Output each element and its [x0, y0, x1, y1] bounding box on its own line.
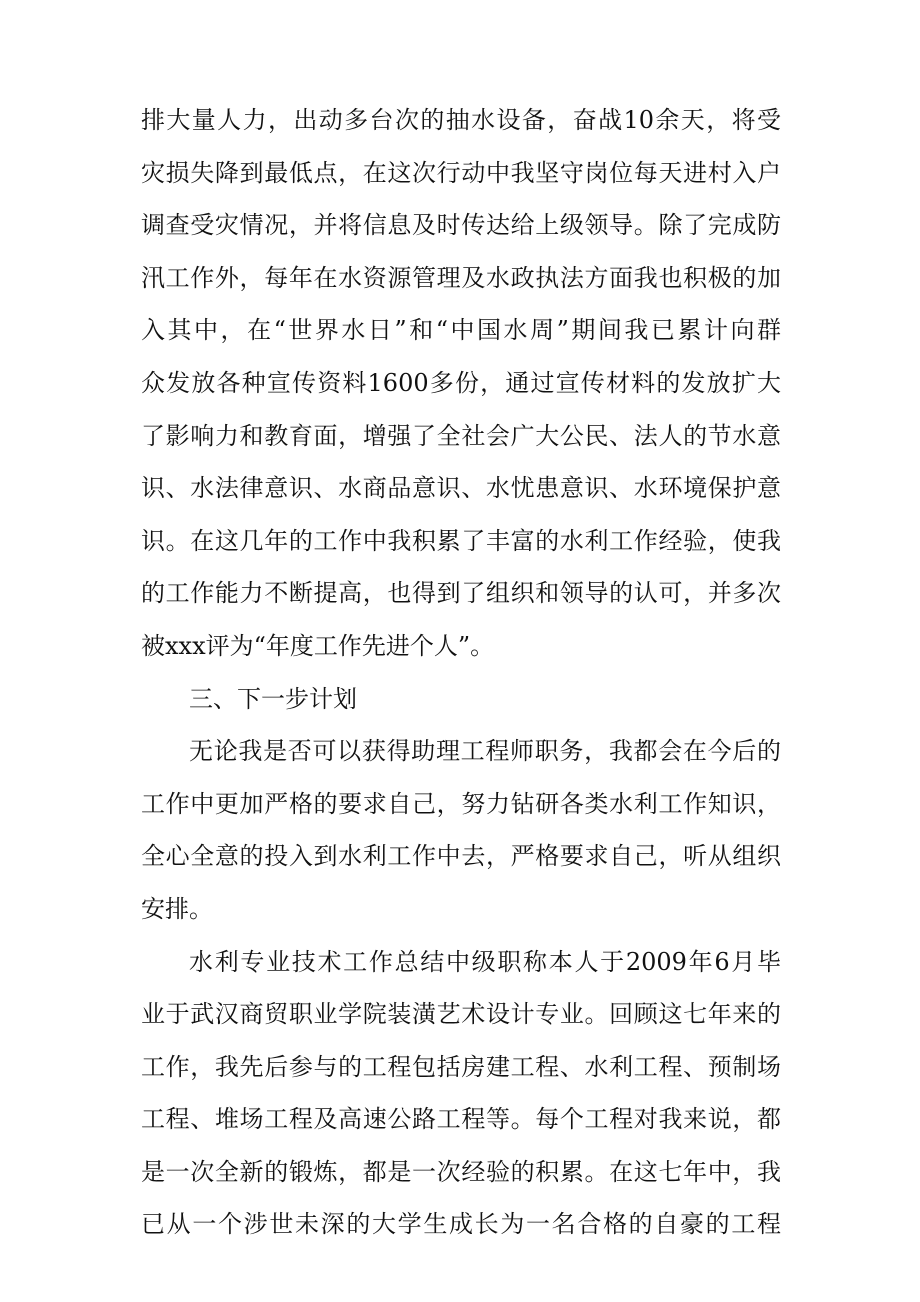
text-line: 入其中，在“世界水日”和“中国水周”期间我已累计向群 — [141, 316, 781, 345]
text-line: 了影响力和教育面，增强了全社会广大公民、法人的节水意 — [141, 421, 781, 450]
text-line: 全心全意的投入到水利工作中去，严格要求自己，听从组织 — [141, 842, 781, 871]
text-line: 工程、堆场工程及高速公路工程等。每个工程对我来说，都 — [141, 1105, 781, 1134]
paragraph-next-plan — [141, 731, 781, 941]
text-line: 排大量人力，出动多台次的抽水设备，奋战10余天，将受 — [141, 106, 781, 134]
text-line: 识、水法律意识、水商品意识、水忧患意识、水环境保护意 — [141, 474, 781, 503]
text-line: 汛工作外，每年在水资源管理及水政执法方面我也积极的加 — [141, 263, 781, 292]
paragraph-flood-work — [141, 100, 781, 679]
text-line: 灾损失降到最低点，在这次行动中我坚守岗位每天进村入户 — [141, 158, 781, 187]
text-line: 的工作能力不断提高，也得到了组织和领导的认可，并多次 — [141, 579, 781, 608]
section-heading-next-plan — [141, 679, 781, 732]
text-line: 是一次全新的锻炼，都是一次经验的积累。在这七年中，我 — [141, 1157, 781, 1186]
text-line: 调查受灾情况，并将信息及时传达给上级领导。除了完成防 — [141, 211, 781, 240]
text-line: 工作，我先后参与的工程包括房建工程、水利工程、预制场 — [141, 1052, 781, 1081]
section-heading-text: 三、下一步计划 — [189, 684, 357, 713]
text-line: 安排。 — [141, 894, 213, 923]
text-line: 无论我是否可以获得助理工程师职务，我都会在今后的 — [189, 737, 781, 766]
text-line: 业于武汉商贸职业学院装潢艺术设计专业。回顾这七年来的 — [141, 1000, 781, 1029]
paragraph-summary — [141, 942, 781, 1258]
text-line: 被xxx评为“年度工作先进个人”。 — [141, 631, 495, 660]
text-line: 工作中更加严格的要求自己，努力钻研各类水利工作知识， — [141, 789, 781, 818]
document-body — [141, 100, 781, 1257]
text-line: 众发放各种宣传资料1600多份，通过宣传材料的发放扩大 — [141, 368, 781, 397]
text-line: 已从一个涉世未深的大学生成长为一名合格的自豪的工程 — [141, 1210, 781, 1239]
text-line: 水利专业技术工作总结中级职称本人于2009年6月毕 — [189, 947, 781, 976]
text-line: 识。在这几年的工作中我积累了丰富的水利工作经验，使我 — [141, 526, 781, 555]
